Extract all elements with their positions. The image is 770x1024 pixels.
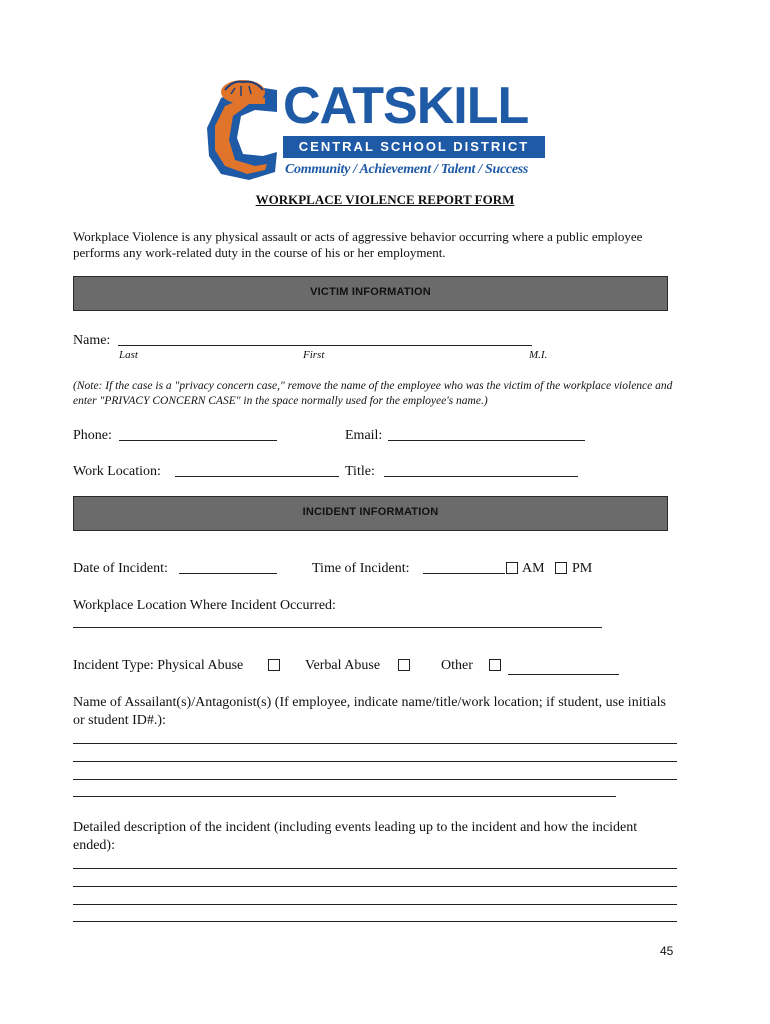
verbal-abuse-label: Verbal Abuse (305, 658, 381, 673)
pm-label: PM (572, 561, 593, 576)
description-line-1[interactable] (73, 868, 677, 869)
logo-district: CENTRAL SCHOOL DISTRICT (283, 136, 545, 158)
catskill-c-emblem-icon (203, 76, 283, 182)
work-location-field[interactable] (175, 476, 339, 477)
physical-abuse-checkbox[interactable] (268, 659, 280, 671)
other-label: Other (441, 658, 473, 673)
name-field[interactable] (118, 345, 532, 346)
time-field[interactable] (423, 573, 505, 574)
name-sub-first: First (303, 349, 325, 361)
name-sub-last: Last (119, 349, 138, 361)
incident-type-label: Incident Type: Physical Abuse (73, 658, 244, 673)
assailant-label: Name of Assailant(s)/Antagonist(s) (If employee, indicate name/title/work location; if student, use initials or student ID#.): (73, 695, 666, 728)
verbal-abuse-checkbox[interactable] (398, 659, 410, 671)
logo-name: CATSKILL (283, 77, 529, 135)
email-field[interactable] (388, 440, 585, 441)
location-label: Workplace Location Where Incident Occurred: (73, 598, 336, 613)
date-label: Date of Incident: (73, 561, 168, 576)
intro-text: Workplace Violence is any physical assault or acts of aggressive behavior occurring where a public employee performs any work-related duty in the course of his or her employment. (73, 229, 643, 260)
page-number: 45 (660, 944, 674, 958)
name-label: Name: (73, 333, 111, 348)
victim-section-header: VICTIM INFORMATION (73, 276, 668, 311)
time-label: Time of Incident: (312, 561, 410, 576)
work-location-label: Work Location: (73, 464, 161, 479)
other-checkbox[interactable] (489, 659, 501, 671)
title-field[interactable] (384, 476, 578, 477)
description-label: Detailed description of the incident (including events leading up to the incident and how the incident ended): (73, 820, 638, 853)
phone-label: Phone: (73, 428, 112, 443)
other-field[interactable] (508, 674, 619, 675)
am-label: AM (522, 561, 545, 576)
name-sub-mi: M.I. (529, 349, 548, 361)
assailant-line-4[interactable] (73, 796, 616, 797)
form-title: WORKPLACE VIOLENCE REPORT FORM (255, 192, 515, 207)
pm-checkbox[interactable] (555, 562, 567, 574)
assailant-line-3[interactable] (73, 779, 677, 780)
phone-field[interactable] (119, 440, 277, 441)
district-logo (203, 76, 553, 186)
email-label: Email: (345, 428, 383, 443)
location-field[interactable] (73, 627, 602, 628)
am-checkbox[interactable] (506, 562, 518, 574)
description-line-3[interactable] (73, 904, 677, 905)
assailant-line-2[interactable] (73, 761, 677, 762)
logo-tagline: Community / Achievement / Talent / Success (285, 162, 529, 177)
assailant-line-1[interactable] (73, 743, 677, 744)
incident-section-header: INCIDENT INFORMATION (73, 496, 668, 531)
title-label: Title: (345, 464, 375, 479)
privacy-note: (Note: If the case is a "privacy concern case," remove the name of the employee who was the victim of the workplace violence and enter "PRIVACY CONCERN CASE" in the space normally used for the employee's name.) (73, 380, 673, 407)
description-line-2[interactable] (73, 886, 677, 887)
description-line-4[interactable] (73, 921, 677, 922)
date-field[interactable] (179, 573, 277, 574)
